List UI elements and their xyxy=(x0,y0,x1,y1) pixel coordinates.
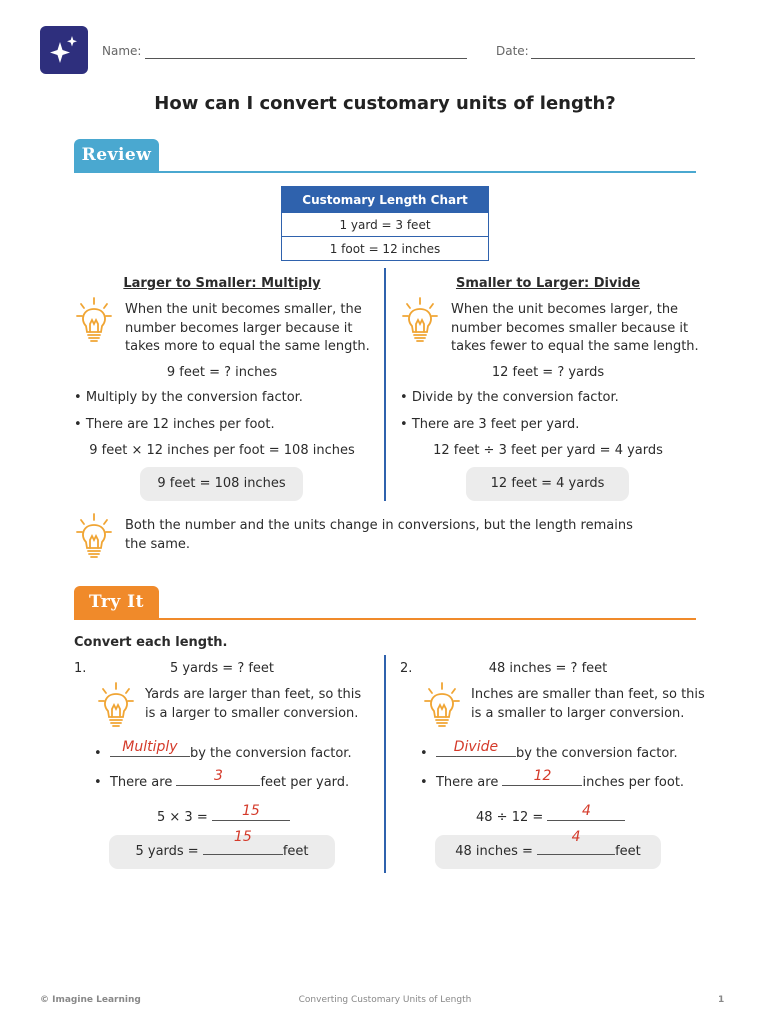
review-tab: Review xyxy=(74,139,159,172)
date-field[interactable] xyxy=(531,58,695,59)
footer-copyright: © Imagine Learning xyxy=(40,995,141,1005)
line-text: inches per foot. xyxy=(582,775,685,790)
column-divider xyxy=(384,268,386,501)
bullet-text: There are 3 feet per yard. xyxy=(411,417,580,432)
right-bullet: • There are 3 feet per yard. xyxy=(400,417,580,432)
handwritten-answer: 4 xyxy=(571,829,581,845)
problem-line-1: • Divide by the conversion factor. xyxy=(420,738,678,761)
page-title: How can I convert customary units of length? xyxy=(154,93,616,114)
line-text: 48 ÷ 12 = xyxy=(476,810,544,825)
tip-line: takes fewer to equal the same length. xyxy=(451,339,699,354)
left-bullet: • There are 12 inches per foot. xyxy=(74,417,275,432)
tip-line: number becomes smaller because it xyxy=(451,320,689,336)
note-line: Both the number and the units change in conversions, but the length remains xyxy=(125,518,633,533)
answer-blank[interactable] xyxy=(203,829,283,855)
problem-number: 2. xyxy=(400,661,413,676)
line-text: feet xyxy=(282,844,309,859)
line-text: There are xyxy=(435,775,499,790)
chart-heading: Customary Length Chart xyxy=(282,187,489,213)
problem-final-box xyxy=(109,829,335,869)
try-it-instruction: Convert each length. xyxy=(74,635,228,650)
left-problem: 9 feet = ? inches xyxy=(166,365,278,380)
problem-tip xyxy=(471,686,721,723)
left-bullet: • Multiply by the conversion factor. xyxy=(74,390,303,405)
app-logo xyxy=(40,26,88,74)
review-note xyxy=(125,517,685,554)
line-text: 48 inches = xyxy=(455,844,533,859)
lightbulb-icon xyxy=(422,681,462,731)
answer-blank[interactable] xyxy=(176,767,260,786)
tip-line: Inches are smaller than feet, so this xyxy=(471,687,705,702)
answer-blank[interactable] xyxy=(547,802,625,821)
problem-question: 5 yards = ? feet xyxy=(169,661,275,676)
right-tip xyxy=(451,301,711,357)
handwritten-answer: 15 xyxy=(241,802,260,819)
problem-final-box xyxy=(435,829,661,869)
answer-blank[interactable] xyxy=(212,802,290,821)
chart-row: 1 foot = 12 inches xyxy=(282,237,489,261)
line-text: by the conversion factor. xyxy=(515,746,678,761)
left-column-heading: Larger to Smaller: Multiply xyxy=(123,276,321,291)
tip-line: is a smaller to larger conversion. xyxy=(471,705,685,721)
line-text: by the conversion factor. xyxy=(189,746,352,761)
name-field[interactable] xyxy=(145,58,467,59)
line-text: There are xyxy=(109,775,173,790)
lightbulb-icon xyxy=(74,296,114,346)
name-label: Name: xyxy=(102,44,142,58)
date-label: Date: xyxy=(496,44,529,58)
review-rule xyxy=(74,171,696,173)
right-problem: 12 feet = ? yards xyxy=(491,365,605,380)
handwritten-answer: 15 xyxy=(233,829,252,845)
customary-length-chart xyxy=(281,186,489,261)
tip-line: When the unit becomes larger, the xyxy=(451,302,679,317)
line-text: 5 × 3 = xyxy=(157,810,208,825)
problem-tip xyxy=(145,686,385,723)
problem-line-2: • There are 3 feet per yard. xyxy=(94,767,350,790)
lightbulb-icon xyxy=(74,512,114,562)
handwritten-answer: 4 xyxy=(581,802,591,819)
answer-blank[interactable] xyxy=(110,738,190,757)
try-it-rule xyxy=(74,618,696,620)
answer-blank[interactable] xyxy=(436,738,516,757)
problem-line-1: • Multiply by the conversion factor. xyxy=(94,738,352,761)
tip-line: takes more to equal the same length. xyxy=(125,339,370,354)
footer-page-number: 1 xyxy=(718,995,725,1005)
lightbulb-icon xyxy=(96,681,136,731)
left-answer-box: 9 feet = 108 inches xyxy=(140,467,303,501)
bullet-text: There are 12 inches per foot. xyxy=(85,417,275,432)
handwritten-answer: 3 xyxy=(214,767,223,784)
try-it-tab: Try It xyxy=(74,586,159,619)
problem-line-2: • There are 12 inches per foot. xyxy=(420,767,685,790)
problem-question: 48 inches = ? feet xyxy=(488,661,608,676)
tip-line: When the unit becomes smaller, the xyxy=(125,302,362,317)
chart-row: 1 yard = 3 feet xyxy=(282,213,489,237)
problem-number: 1. xyxy=(74,661,87,676)
line-text: feet xyxy=(615,844,641,859)
note-line: the same. xyxy=(125,536,190,552)
left-tip xyxy=(125,301,385,357)
left-equation: 9 feet × 12 inches per foot = 108 inches xyxy=(89,443,355,458)
right-answer-box: 12 feet = 4 yards xyxy=(466,467,629,501)
answer-blank[interactable] xyxy=(537,829,615,855)
tip-line: is a larger to smaller conversion. xyxy=(145,705,359,721)
footer-doc-title: Converting Customary Units of Length xyxy=(298,995,472,1005)
tip-line: number becomes larger because it xyxy=(125,320,353,336)
handwritten-answer: Divide xyxy=(453,738,499,755)
line-text: feet per yard. xyxy=(260,775,350,790)
handwritten-answer: Multiply xyxy=(122,738,178,755)
right-bullet: • Divide by the conversion factor. xyxy=(400,390,619,405)
bullet-text: Divide by the conversion factor. xyxy=(411,390,619,405)
answer-blank[interactable] xyxy=(502,767,582,786)
sparkle-icon xyxy=(40,26,88,74)
right-equation: 12 feet ÷ 3 feet per yard = 4 yards xyxy=(433,443,663,458)
bullet-text: Multiply by the conversion factor. xyxy=(85,390,303,405)
line-text: 5 yards = xyxy=(135,844,199,859)
tip-line: Yards are larger than feet, so this xyxy=(145,687,362,702)
lightbulb-icon xyxy=(400,296,440,346)
column-divider xyxy=(384,655,386,873)
handwritten-answer: 12 xyxy=(533,767,552,784)
right-column-heading: Smaller to Larger: Divide xyxy=(455,276,641,291)
